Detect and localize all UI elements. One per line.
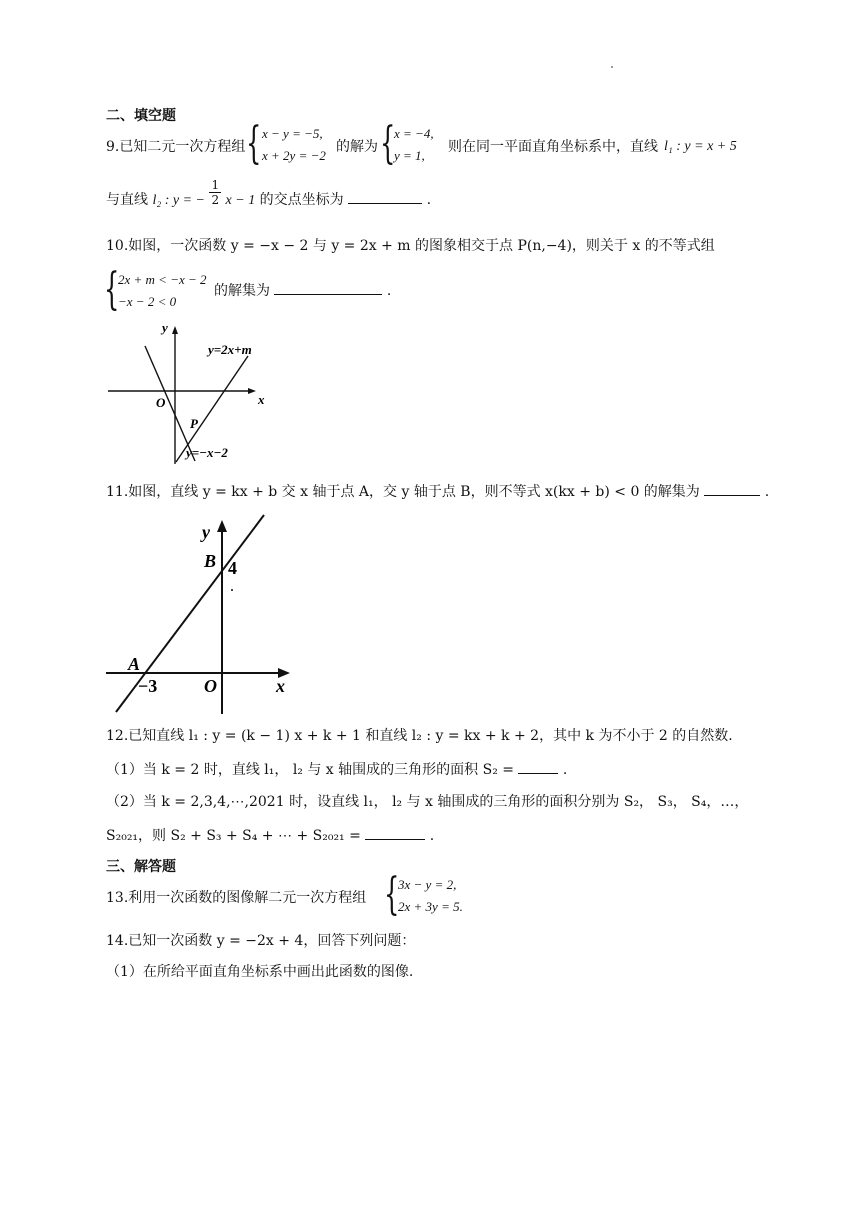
q13-prefix: 13.利用一次函数的图像解二元一次方程组 (106, 890, 367, 906)
q12-part1-blank[interactable] (518, 759, 558, 774)
q10-label-line1: y=2x+m (208, 342, 252, 357)
q9-frac-den: 2 (211, 192, 220, 207)
section-title-fill-in: 二、填空题 (106, 108, 176, 124)
q9-line2-tail: 的交点坐标为 (259, 192, 344, 208)
q10-tail (214, 280, 391, 301)
q10-period: . (386, 283, 392, 299)
q11-label-o: O (204, 676, 217, 696)
q9-eq1: x − y = −5, (262, 126, 323, 141)
q12-part2b-text: S₂₀₂₁，则 S₂ + S₃ + S₄ + ⋯ + S₂₀₂₁ = (106, 828, 361, 844)
q11-answer-blank[interactable] (704, 481, 760, 496)
q13-system-brace: { (384, 869, 400, 920)
q12-part2b-end: . (429, 828, 435, 844)
q9-solution-brace: { (380, 118, 396, 169)
q9-system-brace: { (246, 118, 262, 169)
q11-label-a: A (128, 654, 141, 674)
q14-part1: （1）在所给平面直角坐标系中画出此函数的图像. (106, 964, 414, 980)
q12-part2b (106, 825, 434, 846)
q10-figure (100, 318, 280, 468)
q12-part2: （2）当 k = 2,3,4,⋯,2021 时，设直线 l₁， l₂ 与 x 轴围成的三角形的面积分别为 S₂， S₃， S₄，…， (106, 794, 749, 810)
q11-text (106, 481, 769, 502)
q11-text-body: 11.如图，直线 y = kx + b 交 x 轴于点 A，交 y 轴于点 B，则不等式 x(kx + b) < 0 的解集为 (106, 484, 700, 500)
q11-label-minus3: −3 (138, 676, 158, 696)
q10-label-x: x (258, 392, 265, 407)
q10-y-arrow (172, 326, 178, 334)
q10-label-line2: y=−x−2 (186, 445, 228, 460)
q9-tail: 则在同一平面直角坐标系中，直线 (448, 139, 658, 155)
q10-label-o: O (156, 395, 166, 410)
q10-ineq2: −x − 2 < 0 (118, 294, 177, 309)
q14-line1: 14.已知一次函数 y = −2x + 4，回答下列问题： (106, 933, 416, 949)
section-title-solution: 三、解答题 (106, 859, 176, 875)
q9-sol1: x = −4, (394, 126, 434, 141)
q9-eq2: x + 2y = −2 (262, 148, 326, 163)
q13-eq1: 3x − y = 2, (398, 877, 457, 892)
q9-l2-a: l₂ : y = − (152, 193, 205, 208)
q12-part1-text: （1）当 k = 2 时，直线 l₁， l₂ 与 x 轴围成的三角形的面积 S₂ = (106, 762, 514, 778)
q11-period: . (764, 484, 770, 500)
q13-eq2: 2x + 3y = 5. (398, 899, 463, 914)
q9-frac-num: 1 (211, 177, 220, 192)
q9-prefix: 9.已知二元一次方程组 (106, 139, 246, 155)
q10-label-y: y (162, 320, 168, 335)
q11-stray-dot (231, 589, 233, 591)
q9-l2-b: x − 1 (225, 193, 256, 208)
q11-label-4: 4 (228, 558, 237, 578)
q9-sol2: y = 1, (394, 148, 425, 163)
header-dot (611, 66, 613, 68)
q10-line-neg-x-2 (145, 346, 195, 461)
q10-answer-blank[interactable] (274, 280, 382, 295)
q10-line1: 10.如图，一次函数 y = −x − 2 与 y = 2x + m 的图象相交于点 P(n,−4)，则关于 x 的不等式组 (106, 238, 715, 254)
q12-line1: 12.已知直线 l₁ : y = (k − 1) x + k + 1 和直线 l₂ : y = kx + k + 2，其中 k 为不小于 2 的自然数. (106, 728, 733, 744)
q9-line2 (106, 177, 432, 211)
q9-l1: l₁ : y = x + 5 (664, 139, 737, 154)
q12-part1-end: . (562, 762, 568, 778)
q9-fraction (209, 178, 221, 207)
q10-tail-text: 的解集为 (214, 283, 270, 299)
q12-part2-blank[interactable] (365, 825, 425, 840)
q11-label-y: y (202, 522, 210, 542)
q10-ineq1: 2x + m < −x − 2 (118, 272, 207, 287)
q9-period: . (426, 192, 432, 208)
q9-answer-blank[interactable] (348, 189, 422, 204)
q11-label-b: B (204, 551, 217, 571)
q12-part1 (106, 759, 567, 780)
q9-line2-prefix: 与直线 (106, 192, 148, 208)
q10-system-brace: { (104, 264, 120, 315)
q9-mid: 的解为 (336, 139, 378, 155)
q11-figure (100, 508, 300, 718)
q11-y-arrow (217, 520, 227, 532)
q10-x-arrow (248, 388, 256, 394)
q11-label-x: x (276, 676, 285, 696)
q10-label-p: P (190, 416, 198, 431)
